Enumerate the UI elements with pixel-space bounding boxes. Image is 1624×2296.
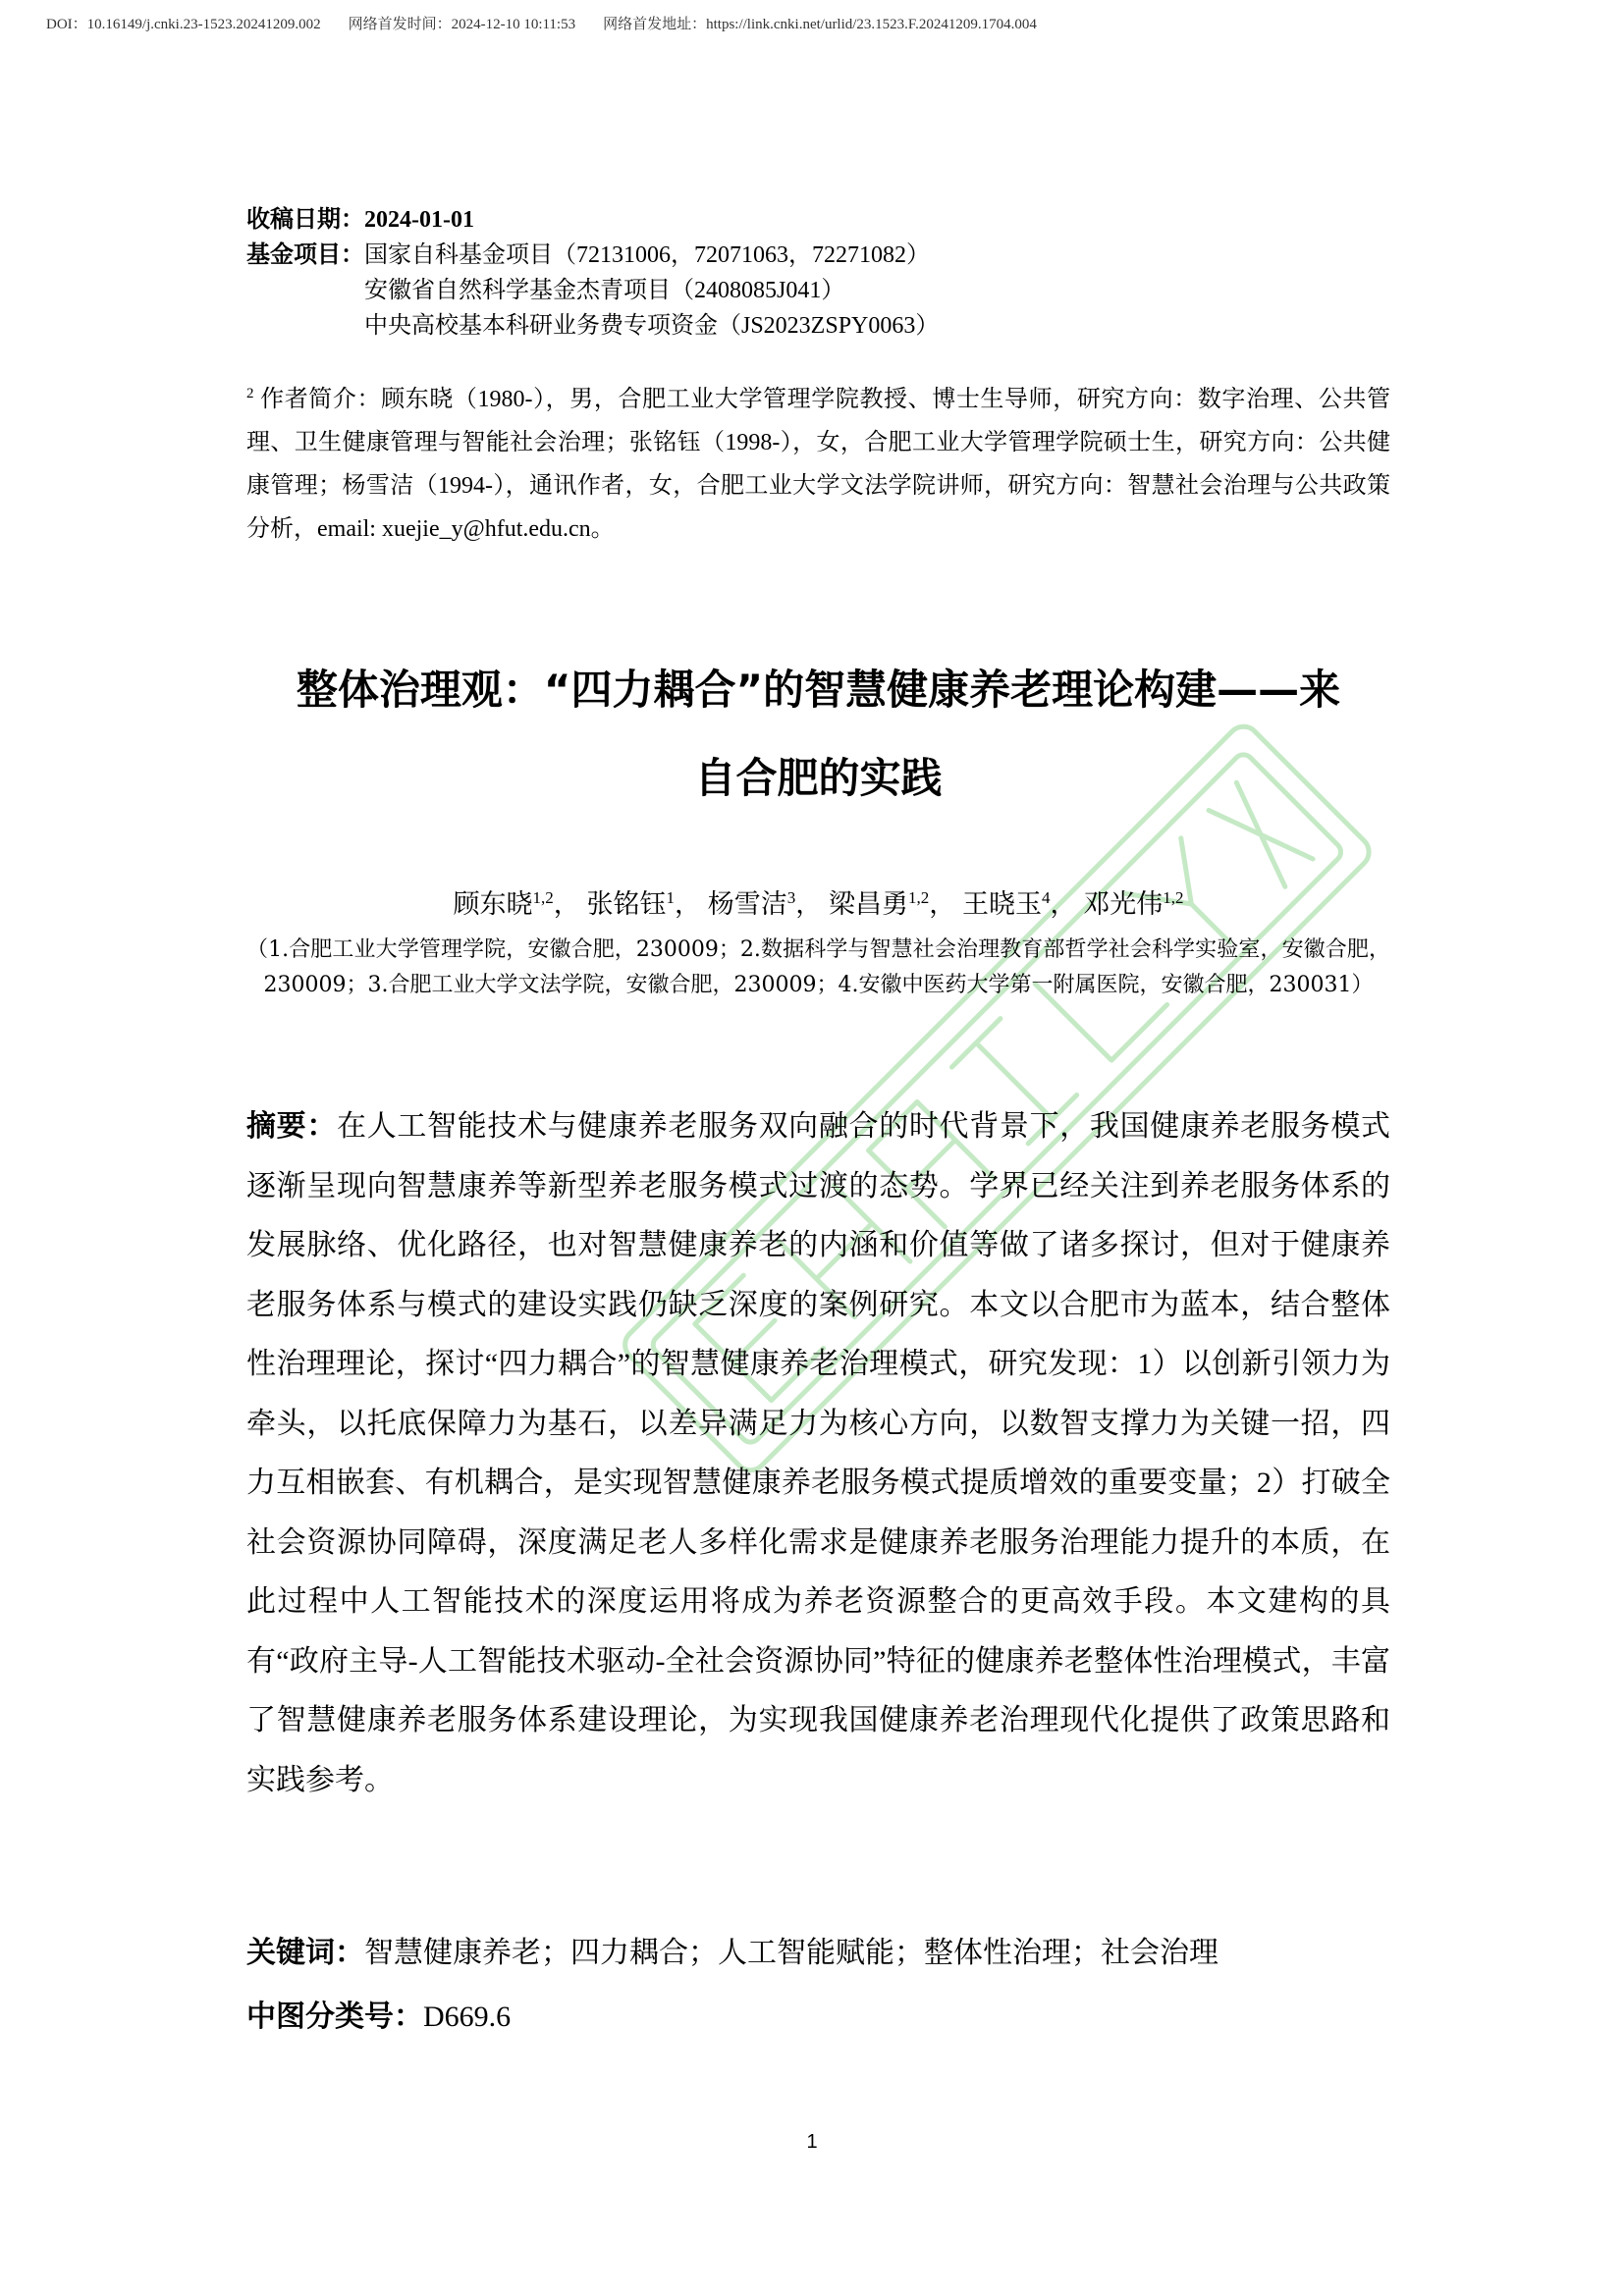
page-number: 1 [806,2131,818,2153]
funding-label: 基金项目： [246,242,364,268]
keywords [246,1924,1390,1983]
classification-label: 中图分类号： [246,2001,423,2033]
article-title [246,646,1390,823]
author-separator: ， [1050,889,1077,919]
abstract [246,1097,1390,1810]
title-line-2: 自合肥的实践 [694,754,943,802]
author-affiliation-marker: 1,2 [532,888,554,907]
keywords-label: 关键词： [246,1937,364,1969]
author-affiliation-marker: 1,2 [908,888,930,907]
author-list [246,884,1390,924]
author-affiliation-marker: 1 [666,888,675,907]
author-note-text: 作者简介：顾东晓（1980-），男，合肥工业大学管理学院教授、博士生导师，研究方向：数字治理、公共管理、卫生健康管理与智能社会治理；张铭钰（1998-），女，合肥工业大学管理学院硕士生，研究方向：公共健康管理；杨雪洁（1994-），通讯作者，女，合肥工业大学文法学院讲师，研究方向：智慧社会治理与公共政策分析，email: xuejie_y@hfut.edu.cn。 [246,387,1391,542]
online-address-text: 网络首发地址：https://link.cnki.net/urlid/23.1523.F.20241209.1704.004 [603,17,1037,32]
classification-number [246,1988,1390,2047]
affiliations: （1.合肥工业大学管理学院，安徽合肥，230009；2.数据科学与智慧社会治理教育部哲学社会科学实验室，安徽合肥，230009；3.合肥工业大学文法学院，安徽合肥，230009；4.安徽中医药大学第一附属医院，安徽合肥，230031） [246,937,1390,997]
metadata-block [246,202,939,344]
funding-item: 中央高校基本科研业务费专项资金（JS2023ZSPY0063） [364,313,940,339]
author-affiliation-marker: 3 [786,888,796,907]
keywords-text: 智慧健康养老；四力耦合；人工智能赋能；整体性治理；社会治理 [364,1937,1218,1969]
title-line-1: 整体治理观：“四力耦合”的智慧健康养老理论构建——来 [296,666,1341,714]
abstract-text: 在人工智能技术与健康养老服务双向融合的时代背景下，我国健康养老服务模式逐渐呈现向智慧康养等新型养老服务模式过渡的态势。学界已经关注到养老服务体系的发展脉络、优化路径，也对智慧健康养老的内涵和价值等做了诸多探讨，但对于健康养老服务体系与模式的建设实践仍缺乏深度的案例研究。本文以合肥市为蓝本，结合整体性治理理论，探讨“四力耦合”的智慧健康养老治理模式，研究发现：1）以创新引领力为牵头，以托底保障力为基石，以差异满足力为核心方向，以数智支撑力为关键一招，四力互相嵌套、有机耦合，是实现智慧健康养老服务模式提质增效的重要变量；2）打破全社会资源协同障碍，深度满足老人多样化需求是健康养老服务治理能力提升的本质，在此过程中人工智能技术的深度运用将成为养老资源整合的更高效手段。本文建构的具有“政府主导-人工智能技术驱动-全社会资源协同”特征的健康养老整体性治理模式，丰富了智慧健康养老服务体系建设理论，为实现我国健康养老治理现代化提供了政策思路和实践参考。 [246,1110,1391,1796]
author-affiliation-marker: 1,2 [1163,888,1184,907]
funding-row [246,238,939,344]
author-separator: ， [553,889,580,919]
author-note [246,378,1390,551]
author-separator: ， [929,889,956,919]
received-date-value: 2024-01-01 [364,207,474,233]
doi-text: DOI：10.16149/j.cnki.23-1523.20241209.002 [46,17,321,32]
online-time-text: 网络首发时间：2024-12-10 10:11:53 [348,17,576,32]
header-meta [46,13,1037,33]
abstract-label: 摘要： [246,1110,338,1143]
author-name: 梁昌勇 [829,889,908,919]
funding-items [364,238,939,344]
author-name: 杨雪洁 [707,889,787,919]
author-name: 张铭钰 [586,889,667,919]
author-separator: ， [675,889,701,919]
funding-item: 国家自科基金项目（72131006，72071063，72271082） [364,242,930,268]
author-separator: ， [795,889,823,919]
funding-item: 安徽省自然科学基金杰青项目（2408085J041） [364,278,845,303]
received-date-row [246,202,939,238]
author-note-marker: 2 [246,386,254,401]
classification-value: D669.6 [423,2001,512,2033]
received-date-label: 收稿日期： [246,207,364,233]
author-name: 邓光伟 [1083,889,1164,919]
author-affiliation-marker: 4 [1042,888,1051,907]
author-name: 顾东晓 [453,889,533,919]
author-name: 王晓玉 [962,889,1042,919]
